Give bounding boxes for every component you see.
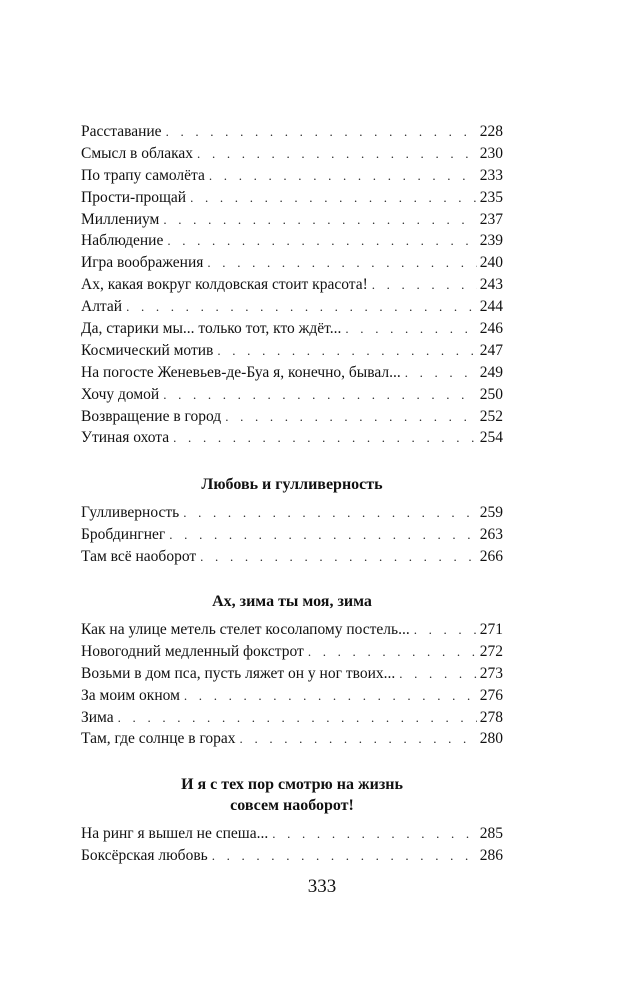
toc-dot-leader	[399, 663, 477, 685]
toc-group-0	[81, 121, 503, 449]
toc-entry-page: 254	[479, 429, 503, 447]
toc-dot-leader	[183, 502, 477, 524]
toc-entry	[81, 318, 503, 340]
toc-entry-title: Там, где солнце в горах	[81, 730, 236, 748]
toc-entry	[81, 143, 503, 165]
toc-entry-title: По трапу самолёта	[81, 166, 205, 184]
toc-entry-title: Возьми в дом пса, пусть ляжет он у ног твоих...	[81, 664, 396, 682]
toc-dot-leader	[225, 406, 477, 428]
toc-entry-title: Новогодний медленный фокстрот	[81, 642, 304, 660]
toc-entry-page: 263	[479, 526, 503, 544]
toc-entry-page: 247	[479, 341, 503, 359]
toc-dot-leader	[308, 641, 477, 663]
toc-section-2	[81, 619, 503, 750]
toc-entry-page: 273	[479, 664, 503, 682]
toc-entry	[81, 362, 503, 384]
toc-entry	[81, 187, 503, 209]
toc-entry-page: 286	[479, 847, 503, 865]
toc-entry-page: 246	[479, 320, 503, 338]
toc-entry-page: 240	[479, 254, 503, 272]
toc-entry-title: Утиная охота	[81, 429, 170, 447]
toc-entry-title: Да, старики мы... только тот, кто ждёт...	[81, 320, 342, 338]
toc-entry-page: 250	[479, 385, 503, 403]
toc-entry-page: 239	[479, 232, 503, 250]
toc-entry-page: 285	[479, 825, 503, 843]
toc-entry-title: Боксёрская любовь	[81, 847, 208, 865]
toc-entry-page: 278	[479, 708, 503, 726]
toc-entry-title: Зима	[81, 708, 114, 726]
toc-entry-page: 252	[479, 407, 503, 425]
toc-entry	[81, 165, 503, 187]
toc-entry-page: 271	[479, 621, 503, 639]
toc-entry-title: Наблюдение	[81, 232, 164, 250]
toc-dot-leader	[212, 845, 477, 867]
toc-entry	[81, 296, 503, 318]
toc-dot-leader	[217, 340, 476, 362]
toc-entry-title: Там всё наоборот	[81, 548, 197, 566]
section-heading: И я с тех пор смотрю на жизнь	[181, 776, 403, 794]
toc-entry-page: 228	[479, 123, 503, 140]
table-of-contents	[81, 121, 503, 867]
toc-dot-leader	[184, 685, 477, 707]
toc-entry	[81, 121, 503, 143]
toc-dot-leader	[190, 187, 477, 209]
toc-entry-page: 249	[479, 363, 503, 381]
toc-entry-title: Алтай	[81, 298, 123, 316]
toc-dot-leader	[167, 230, 476, 252]
toc-dot-leader	[169, 524, 476, 546]
toc-entry-page: 244	[479, 298, 503, 316]
toc-dot-leader	[163, 384, 477, 406]
toc-entry-page: 259	[479, 504, 503, 522]
toc-entry-title: Хочу домой	[81, 385, 160, 403]
toc-entry-title: На погосте Женевьев-де-Буа я, конечно, бывал...	[81, 363, 401, 381]
section-heading: Любовь и гулливерность	[201, 476, 383, 494]
toc-entry	[81, 406, 503, 428]
toc-dot-leader	[173, 427, 477, 449]
toc-section-3	[81, 823, 503, 867]
toc-entry-title: Миллениум	[81, 210, 160, 228]
toc-entry	[81, 823, 503, 845]
toc-entry	[81, 524, 503, 546]
toc-entry	[81, 252, 503, 274]
toc-entry-title: Смысл в облаках	[81, 144, 194, 162]
section-heading: Ах, зима ты моя, зима	[212, 593, 372, 611]
toc-entry	[81, 502, 503, 524]
toc-dot-leader	[209, 165, 477, 187]
toc-entry-title: Возвращение в город	[81, 407, 222, 425]
section-heading-continuation: совсем наоборот!	[230, 797, 354, 815]
toc-entry	[81, 641, 503, 663]
toc-entry-page: 276	[479, 686, 503, 704]
toc-entry	[81, 707, 503, 729]
toc-entry	[81, 274, 503, 296]
toc-entry-title: За моим окном	[81, 686, 180, 704]
toc-dot-leader	[163, 209, 476, 231]
toc-dot-leader	[200, 546, 477, 568]
toc-dot-leader	[207, 252, 476, 274]
toc-dot-leader	[372, 274, 477, 296]
toc-dot-leader	[126, 296, 477, 318]
toc-entry	[81, 384, 503, 406]
toc-entry-page: 237	[479, 210, 503, 228]
toc-entry-page: 230	[479, 144, 503, 162]
toc-entry	[81, 546, 503, 568]
toc-dot-leader	[197, 143, 477, 165]
toc-entry	[81, 340, 503, 362]
section-heading-block	[81, 774, 503, 816]
toc-dot-leader	[240, 728, 477, 750]
toc-entry-title: Игра воображения	[81, 254, 204, 272]
toc-entry-page: 243	[479, 276, 503, 294]
toc-entry	[81, 427, 503, 449]
page-number: 333	[307, 876, 337, 897]
toc-entry	[81, 685, 503, 707]
toc-entry-page: 266	[479, 548, 503, 566]
toc-section-1	[81, 502, 503, 568]
toc-entry-title: Расставание	[81, 123, 162, 140]
toc-entry	[81, 230, 503, 252]
toc-entry-title: Бробдингнег	[81, 526, 166, 544]
toc-dot-leader	[405, 362, 477, 384]
toc-dot-leader	[272, 823, 477, 845]
toc-entry-page: 233	[479, 166, 503, 184]
toc-entry	[81, 209, 503, 231]
toc-dot-leader	[118, 707, 477, 729]
toc-entry-title: На ринг я вышел не спеша...	[81, 825, 269, 843]
toc-dot-leader	[345, 318, 476, 340]
toc-entry-title: Космический мотив	[81, 341, 214, 359]
toc-entry	[81, 663, 503, 685]
toc-entry-title: Как на улице метель стелет косолапому постель...	[81, 621, 410, 639]
toc-entry	[81, 728, 503, 750]
toc-entry	[81, 619, 503, 641]
toc-entry-title: Гулливерность	[81, 504, 180, 522]
toc-entry-title: Ах, какая вокруг колдовская стоит красота!	[81, 276, 368, 294]
toc-dot-leader	[166, 121, 477, 143]
toc-entry	[81, 845, 503, 867]
toc-entry-page: 272	[479, 642, 503, 660]
toc-entry-title: Прости-прощай	[81, 188, 187, 206]
toc-entry-page: 280	[479, 730, 503, 748]
toc-entry-page: 235	[479, 188, 503, 206]
toc-dot-leader	[414, 619, 477, 641]
